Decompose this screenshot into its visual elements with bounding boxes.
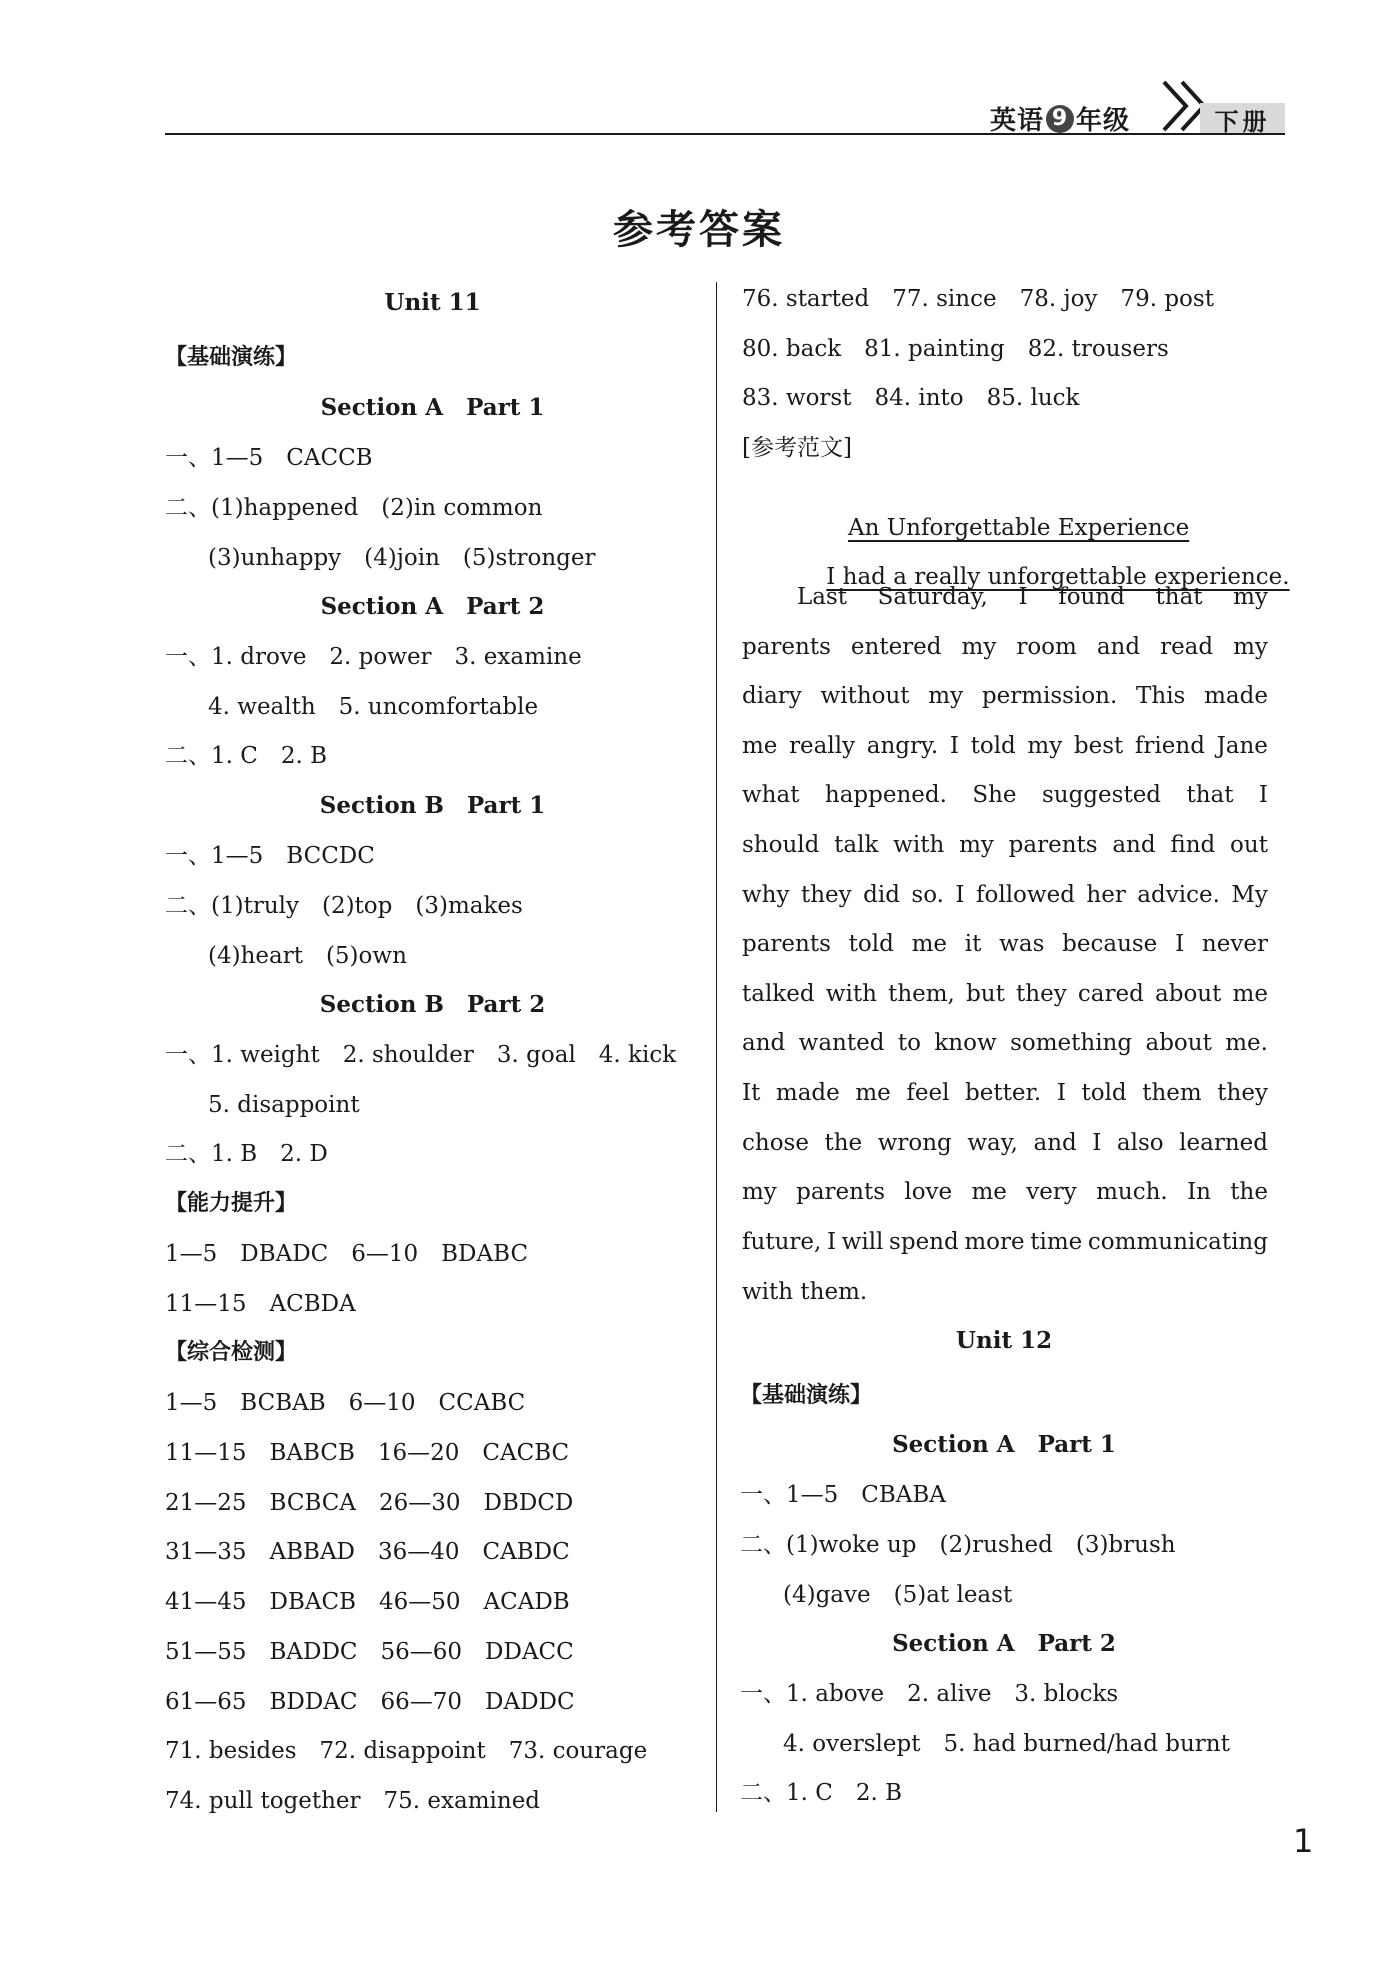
essay-word: my: [1027, 732, 1063, 759]
essay-word: cared: [1077, 980, 1144, 1007]
essay-line: [742, 929, 1268, 959]
essay-word: without: [820, 683, 910, 710]
essay-word: advice.: [1137, 881, 1220, 908]
answer-line: 31—35 ABBAD 36—40 CABDC: [165, 1539, 570, 1565]
essay-word: why: [742, 881, 790, 908]
answer-line: 1—5 DBADC 6—10 BDABC: [165, 1241, 529, 1267]
volume-tag: 下册: [1200, 103, 1285, 135]
essay-word: find: [1170, 832, 1216, 858]
essay-word: about: [1145, 1030, 1212, 1057]
essay-word: spend: [889, 1228, 959, 1255]
essay-word: them: [1142, 1080, 1202, 1106]
answer-line: 61—65 BDDAC 66—70 DADDC: [165, 1689, 575, 1715]
essay-word: about: [1155, 980, 1222, 1007]
essay-word: talked: [742, 980, 815, 1007]
essay-word: know: [934, 1030, 997, 1057]
answer-line: 一、1. above 2. alive 3. blocks: [740, 1681, 1119, 1707]
answer-line: 71. besides 72. disappoint 73. courage: [165, 1738, 648, 1764]
essay-word: they: [800, 881, 852, 908]
essay-topic: I had a really unforgettable experience.: [826, 564, 1290, 590]
header-grade: [990, 100, 1130, 137]
answer-line: 1—5 BCBAB 6—10 CCABC: [165, 1390, 526, 1416]
essay-word: and: [742, 1030, 786, 1057]
part-heading: Section A Part 1: [892, 1431, 1116, 1458]
essay-word: the: [1230, 1179, 1268, 1206]
essay-word: parents: [1008, 832, 1098, 858]
essay-word: chose: [742, 1129, 809, 1156]
part-heading: Section A Part 1: [320, 394, 545, 421]
essay-word: best: [1073, 732, 1124, 759]
essay-line: [742, 780, 1268, 810]
essay-word: In: [1187, 1179, 1211, 1206]
essay-word: me: [911, 931, 948, 958]
answer-line: 二、1. C 2. B: [165, 743, 328, 769]
essay-word: her: [1086, 881, 1126, 908]
answer-line: 11—15 ACBDA: [165, 1291, 356, 1317]
essay-word: with: [825, 980, 877, 1007]
essay-word: me: [742, 732, 778, 759]
essay-title: An Unforgettable Experience: [848, 515, 1190, 541]
essay-word: because: [1062, 931, 1158, 958]
essay-word: way,: [967, 1129, 1018, 1156]
essay-word: told: [1081, 1080, 1127, 1106]
essay-word: and: [1033, 1129, 1077, 1156]
essay-word: more: [964, 1228, 1025, 1255]
essay-word: parents: [742, 931, 831, 958]
essay-word: my: [1233, 633, 1268, 660]
essay-word: I: [955, 881, 965, 908]
essay-line: [742, 731, 1268, 761]
essay-word: and: [1112, 832, 1156, 858]
essay-word: told: [970, 732, 1016, 759]
section-label: 【基础演练】: [165, 345, 298, 370]
answer-line: 80. back 81. painting 82. trousers: [742, 336, 1169, 362]
essay-line: [742, 1028, 1268, 1058]
essay-line: [742, 1227, 1268, 1257]
essay-word: Jane: [1216, 732, 1268, 759]
section-label: 【能力提升】: [165, 1191, 298, 1216]
essay-line: [797, 582, 1268, 612]
essay-word: me: [971, 1179, 1007, 1206]
essay-word: very: [1026, 1179, 1077, 1206]
essay-word: I: [1092, 1129, 1102, 1156]
essay-word: my: [959, 832, 994, 858]
unit-heading: Unit 11: [384, 289, 481, 316]
essay-word: me: [1232, 980, 1268, 1007]
column-divider: [716, 282, 717, 1812]
essay-word: something: [1010, 1030, 1133, 1057]
header-subject: 英语: [990, 106, 1045, 136]
essay-line: [742, 979, 1268, 1009]
answer-line: (3)unhappy (4)join (5)stronger: [208, 545, 596, 571]
essay-word: me.: [1225, 1030, 1268, 1057]
essay-line: [742, 1128, 1268, 1158]
essay-word: what: [742, 782, 800, 809]
essay-word: they: [1217, 1080, 1268, 1106]
essay-word: did: [863, 881, 900, 908]
essay-word: wrong: [877, 1129, 952, 1156]
header-rule: [165, 133, 1285, 135]
essay-word: but: [966, 980, 1005, 1007]
answer-line: 21—25 BCBCA 26—30 DBDCD: [165, 1490, 574, 1516]
essay-word: with: [893, 832, 945, 858]
essay-line: [742, 830, 1268, 860]
essay-word: and: [1096, 633, 1141, 660]
essay-word: to: [897, 1030, 921, 1057]
essay-word: better.: [965, 1080, 1042, 1106]
unit-heading: Unit 12: [955, 1327, 1053, 1354]
essay-word: Last: [797, 584, 848, 610]
part-heading: Section A Part 2: [320, 593, 545, 620]
essay-word: me: [855, 1080, 891, 1106]
essay-word: This: [1136, 683, 1186, 710]
essay-word: communicating: [1087, 1228, 1268, 1255]
grade-number-badge: 9: [1046, 105, 1074, 133]
essay-word: told: [848, 931, 894, 958]
answer-line: 41—45 DBACB 46—50 ACADB: [165, 1589, 570, 1615]
essay-word: future,: [742, 1228, 822, 1255]
answer-line: 二、(1)woke up (2)rushed (3)brush: [740, 1532, 1176, 1558]
answer-line: 11—15 BABCB 16—20 CACBC: [165, 1440, 570, 1466]
essay-word: parents: [742, 633, 831, 660]
essay-word: I: [826, 1228, 837, 1255]
essay-line: [742, 880, 1268, 910]
answer-line: 74. pull together 75. examined: [165, 1788, 541, 1814]
essay-word: angry.: [866, 732, 939, 759]
essay-word: suggested: [1041, 782, 1162, 809]
essay-word: that: [1155, 584, 1203, 610]
essay-line: [742, 1177, 1268, 1207]
answer-line: 二、(1)happened (2)in common: [165, 495, 543, 521]
essay-word: time: [1030, 1228, 1083, 1255]
essay-word: will: [841, 1228, 884, 1255]
essay-word: really: [789, 732, 856, 759]
essay-word: She: [972, 782, 1017, 809]
essay-word: followed: [975, 881, 1075, 908]
model-essay-label: [参考范文]: [742, 435, 852, 461]
essay-word: permission.: [981, 683, 1118, 710]
essay-word: love: [904, 1179, 953, 1206]
essay-word: out: [1230, 832, 1268, 858]
essay-word: my: [1233, 584, 1268, 610]
answer-line: 二、1. B 2. D: [165, 1141, 328, 1167]
answer-line: 51—55 BADDC 56—60 DDACC: [165, 1639, 574, 1665]
essay-word: feel: [906, 1080, 950, 1106]
answer-line: 4. wealth 5. uncomfortable: [208, 694, 539, 720]
answer-line: 4. overslept 5. had burned/had burnt: [783, 1731, 1230, 1757]
answer-line: 二、(1)truly (2)top (3)makes: [165, 893, 523, 919]
part-heading: Section A Part 2: [892, 1630, 1116, 1657]
essay-word: found: [1058, 584, 1125, 610]
answer-line: 二、1. C 2. B: [740, 1780, 903, 1806]
essay-word: was: [999, 931, 1045, 958]
essay-line: [742, 632, 1268, 662]
essay-word: talk: [834, 832, 879, 858]
section-label: 【基础演练】: [740, 1383, 873, 1408]
essay-word: should: [742, 832, 820, 858]
essay-word: I: [949, 732, 959, 759]
essay-word: made: [1204, 683, 1268, 710]
answer-line: (4)gave (5)at least: [783, 1582, 1013, 1608]
essay-word: My: [1231, 881, 1268, 908]
essay-word: much.: [1096, 1179, 1168, 1206]
answer-line: 一、1—5 CBABA: [740, 1482, 946, 1508]
essay-word: they: [1016, 980, 1067, 1007]
answer-line: 5. disappoint: [208, 1092, 360, 1118]
essay-line: [742, 681, 1268, 711]
answer-line: 76. started 77. since 78. joy 79. post: [742, 286, 1214, 312]
essay-word: friend: [1134, 732, 1205, 759]
essay-word: my: [961, 633, 997, 660]
essay-word: the: [824, 1129, 863, 1156]
page-title: 参考答案: [613, 207, 785, 253]
essay-word: read: [1160, 633, 1214, 660]
part-heading: Section B Part 1: [319, 792, 546, 819]
essay-word: room: [1016, 633, 1077, 660]
essay-line: with them.: [742, 1279, 868, 1305]
page-number: 1: [1293, 1822, 1314, 1860]
header-grade-suffix: 年级: [1076, 106, 1131, 136]
essay-word: parents: [796, 1179, 886, 1206]
essay-word: my: [742, 1179, 777, 1206]
essay-word: I: [1258, 782, 1268, 809]
essay-word: it: [964, 931, 982, 958]
essay-word: It: [742, 1080, 761, 1106]
part-heading: Section B Part 2: [319, 991, 546, 1018]
essay-word: I: [1018, 584, 1028, 610]
essay-line: [742, 1078, 1268, 1108]
essay-word: I: [1175, 931, 1185, 958]
essay-word: Saturday,: [877, 584, 988, 610]
essay-word: learned: [1179, 1129, 1268, 1156]
answer-line: 83. worst 84. into 85. luck: [742, 385, 1080, 411]
answer-line: (4)heart (5)own: [208, 943, 407, 969]
essay-word: diary: [742, 683, 802, 710]
essay-word: my: [928, 683, 964, 710]
section-label: 【综合检测】: [165, 1340, 298, 1365]
essay-word: made: [775, 1080, 840, 1106]
essay-word: never: [1201, 931, 1268, 958]
essay-word: happened.: [824, 782, 947, 809]
answer-line: 一、1. weight 2. shoulder 3. goal 4. kick: [165, 1042, 677, 1068]
essay-word: wanted: [798, 1030, 885, 1057]
essay-word: also: [1116, 1129, 1164, 1156]
answer-line: 一、1—5 BCCDC: [165, 843, 375, 869]
essay-word: that: [1186, 782, 1234, 809]
essay-word: them,: [888, 980, 955, 1007]
essay-word: entered: [850, 633, 942, 660]
answer-line: 一、1—5 CACCB: [165, 445, 373, 471]
answer-line: 一、1. drove 2. power 3. examine: [165, 644, 582, 670]
essay-word: so.: [911, 881, 944, 908]
essay-word: I: [1056, 1080, 1066, 1106]
